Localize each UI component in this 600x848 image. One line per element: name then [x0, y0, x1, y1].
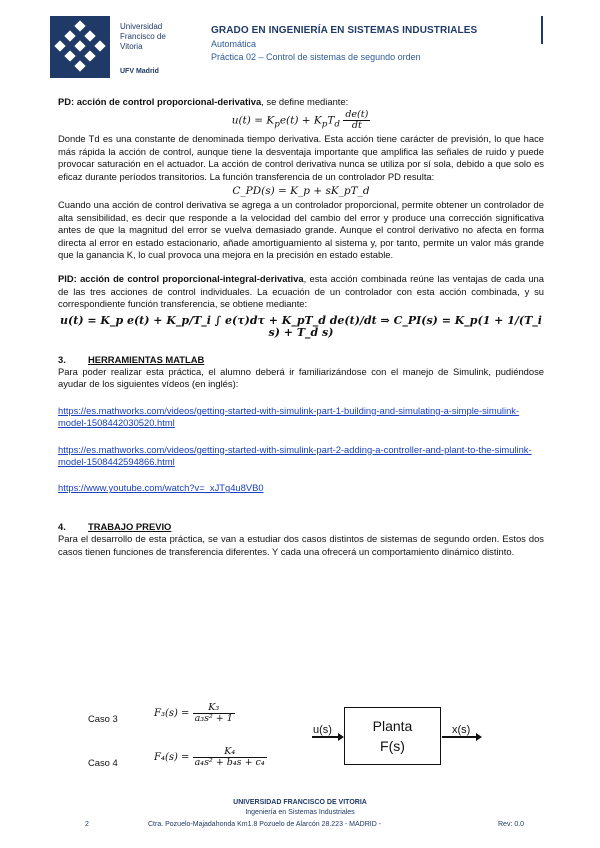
revision: Rev: 0.0: [498, 821, 525, 828]
degree-title: GRADO EN INGENIERÍA EN SISTEMAS INDUSTRIALES: [211, 25, 478, 36]
subject-name: Automática: [211, 39, 257, 49]
document-footer: UNIVERSIDAD FRANCISCO DE VITORIA Ingeniería en Sistemas Industriales: [233, 799, 367, 816]
pd-transfer-equation: C_PD(s) = K_p + sK_pT_d: [232, 185, 370, 198]
pid-paragraph: PID: acción de control proporcional-integral-derivativa, esta acción combinada reúne las ventajas de cada una de las tres acciones de control individuales. La ecuación de un controlador con esta acción combinada, y su correspondiente función transferencia, se obtiene mediante:: [58, 273, 544, 310]
caso-4-transfer: F₄(s) = $\frac{\text{K₄}}{\text{a₄s² + b₄s + c₄}}$: [154, 746, 265, 768]
page-number: 2: [85, 821, 89, 828]
input-signal-label: u(s): [313, 724, 332, 736]
section-3-heading: 3. HERRAMIENTAS MATLAB: [58, 353, 205, 365]
output-signal-label: x(s): [452, 724, 471, 736]
university-logo: [50, 16, 110, 78]
pd-paragraph-1: Donde Td es una constante de denominada tiempo derivativa. Esta acción tiene carácter de previsión, lo que hace más rápida la acción de control, aunque tiene la desventaja importante que amplifica las señales de ruido y puede provocar saturación en el actuador. La acción de control derivativa nunca se utiliza por sí sola, debido a que solo es eficaz durante períodos transitorios. La función transferencia de un controlador PD resulta:: [58, 133, 544, 182]
pd-intro: PD: acción de control proporcional-derivativa, se define mediante:: [58, 96, 349, 107]
practice-title: Práctica 02 – Control de sistemas de segundo orden: [211, 52, 421, 62]
pid-equation: u(t) = K_p e(t) + K_p/T_i ∫ e(τ)dτ + K_pT_d de(t)/dt ⇒ C_PI(s) = K_p(1 + 1/(T_i s) + T_d s): [60, 313, 542, 340]
document-header: [211, 25, 531, 62]
input-arrow: [312, 736, 342, 738]
output-arrow: [442, 736, 480, 738]
plant-block: Planta F(s): [344, 707, 441, 765]
document-body: [58, 96, 544, 558]
section-4-paragraph: Para el desarrollo de esta práctica, se van a estudiar dos casos distintos de sistemas de segundo orden. Estos dos casos tienen funciones de transferencia diferentes. Y cada una ofrecerá un comportamiento dinámico distinto.: [58, 533, 544, 557]
footer-address: Ctra. Pozuelo-Majadahonda Km1.8 Pozuelo de Alarcón 28.223 - MADRID -: [148, 821, 382, 828]
university-name: Universidad Francisco de Vitoria: [120, 22, 166, 51]
caso-3-transfer: F₃(s) = $\frac{\text{K₃}}{\text{a₃s² + 1}}$: [154, 702, 233, 724]
ufv-madrid: UFV Madrid: [120, 68, 159, 75]
section-3-paragraph: Para poder realizar esta práctica, el alumno deberá ir familiarizándose con el manejo de Simulink, pudiéndose ayudar de los siguientes vídeos (en inglés):: [58, 365, 544, 390]
pd-paragraph-2: Cuando una acción de control derivativa se agrega a un controlador proporcional, permite obtener un controlador de alta sensibilidad, es decir que responde a la velocidad del cambio del error y produce una corrección significativa antes de que la magnitud del error se vuelva demasiado grande. Aunque el control derivativo no afecta en forma directa al error en estado estacionario, añade amortiguamiento al sistema y, por tanto, permite un valor más grande que la ganancia K, lo cual provoca una mejora en la precisión en estado estable.: [58, 199, 544, 261]
pd-equation: $u(t) = K_pe(t) + K_pT_d$ $\frac{de(t)}{dt}$: [231, 109, 369, 132]
video-link-3[interactable]: https://www.youtube.com/watch?v=_xJTg4u8VB0: [58, 482, 264, 494]
video-link-1[interactable]: https://es.mathworks.com/videos/getting-started-with-simulink-part-1-building-and-simulating-a-simple-simulink-model-1508442030520.html: [58, 404, 520, 429]
header-divider: [541, 16, 543, 44]
video-link-2[interactable]: https://es.mathworks.com/videos/getting-started-with-simulink-part-2-adding-a-controller-and-plant-to-the-simulink-model-1508442594866.html: [58, 443, 532, 467]
section-4-heading: 4. TRABAJO PREVIO: [58, 520, 172, 532]
